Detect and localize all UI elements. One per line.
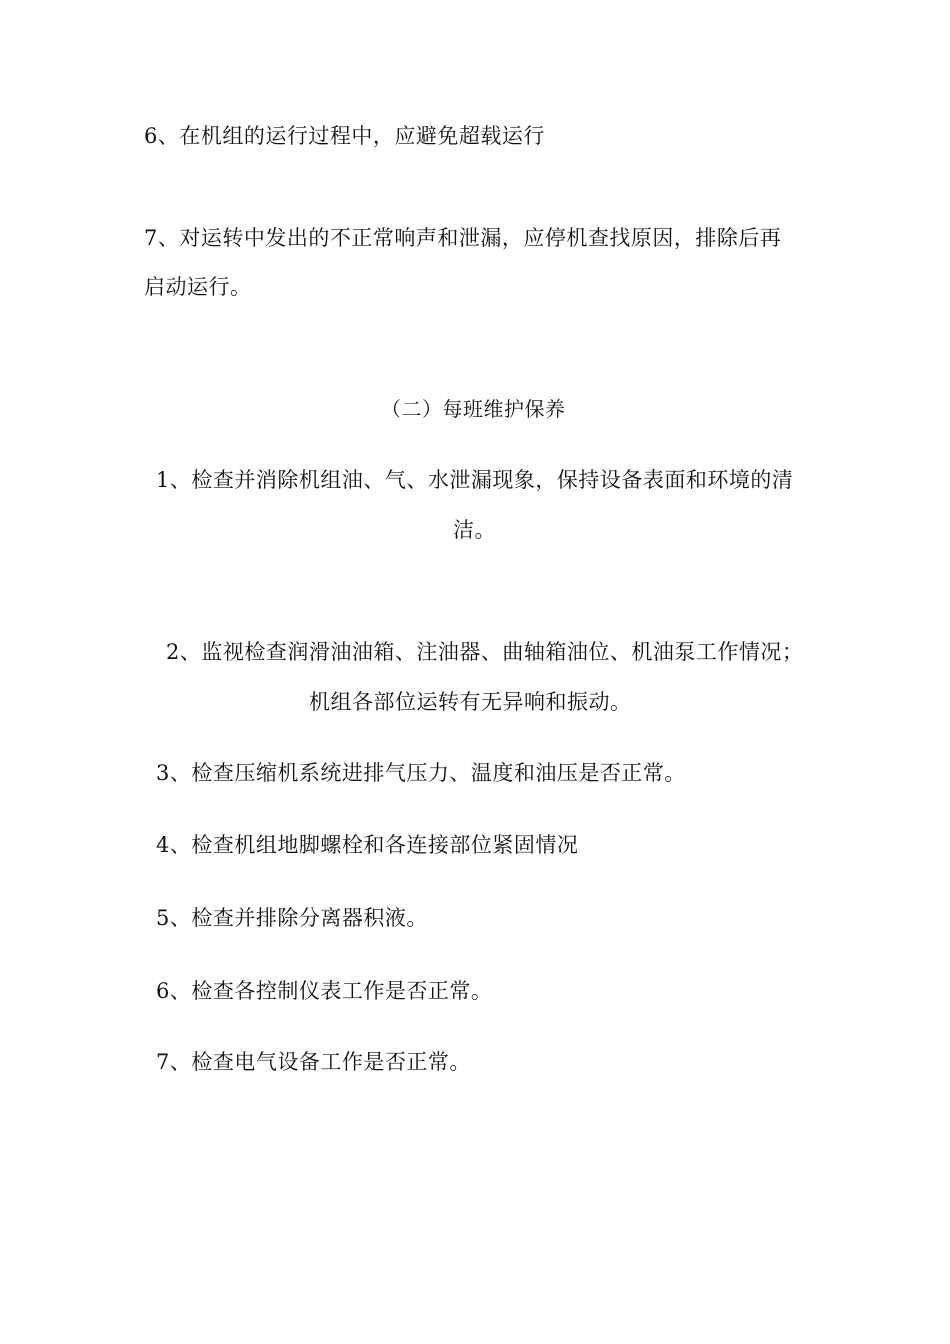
prev-item-6: 6、在机组的运行过程中，应避免超载运行 bbox=[144, 124, 545, 148]
section-heading: （二）每班维护保养 bbox=[381, 397, 566, 421]
prev-item-7-line-1: 7、对运转中发出的不正常响声和泄漏，应停机查找原因，排除后再 bbox=[144, 226, 782, 250]
item-6: 6、检查各控制仪表工作是否正常。 bbox=[156, 979, 493, 1003]
item-7: 7、检查电气设备工作是否正常。 bbox=[156, 1050, 471, 1074]
item-2-line-1: 2、监视检查润滑油油箱、注油器、曲轴箱油位、机油泵工作情况； bbox=[166, 640, 804, 664]
item-3: 3、检查压缩机系统进排气压力、温度和油压是否正常。 bbox=[156, 761, 686, 785]
item-1-line-2: 洁。 bbox=[453, 518, 496, 542]
prev-item-7-line-2: 启动运行。 bbox=[144, 275, 252, 299]
item-4: 4、检查机组地脚螺栓和各连接部位紧固情况 bbox=[156, 833, 579, 857]
item-2-line-2: 机组各部位运转有无异响和振动。 bbox=[309, 690, 632, 714]
item-1-line-1: 1、检查并消除机组油、气、水泄漏现象，保持设备表面和环境的清 bbox=[156, 468, 794, 492]
item-5: 5、检查并排除分离器积液。 bbox=[156, 906, 428, 930]
